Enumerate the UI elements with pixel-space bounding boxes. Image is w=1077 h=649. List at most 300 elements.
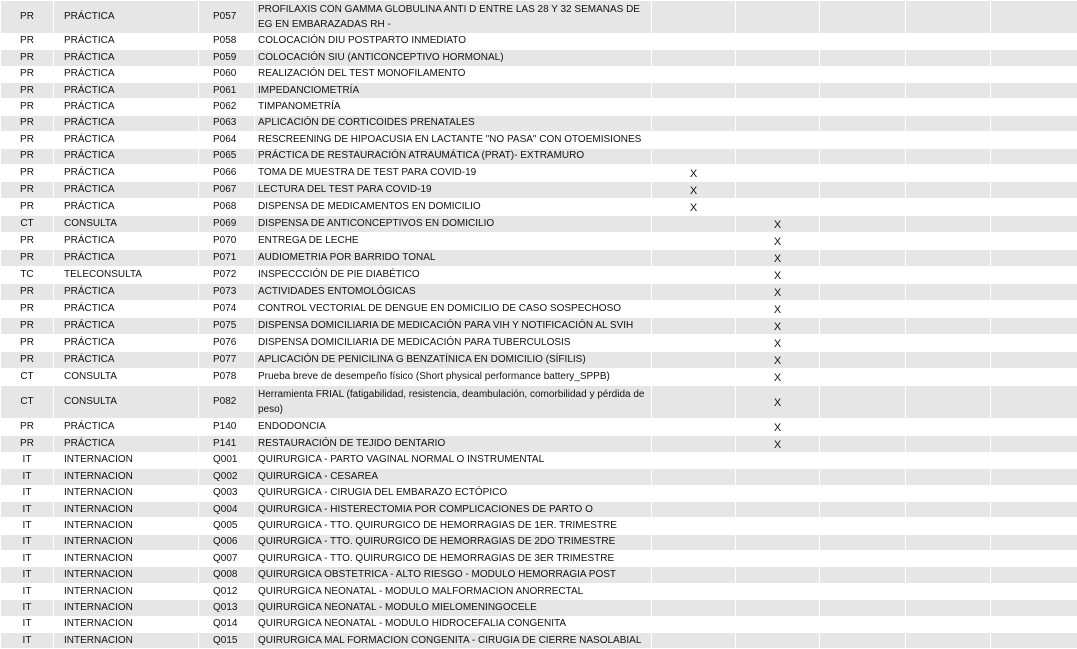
codigo-cell: P068 xyxy=(199,198,255,215)
mark-cell-4 xyxy=(906,435,991,452)
mark-cell-4 xyxy=(906,164,991,181)
mark-cell-3 xyxy=(820,501,906,517)
descripcion-cell: INSPECCCIÓN DE PIE DIABÉTICO xyxy=(255,266,652,283)
mark-cell-5 xyxy=(991,452,1077,468)
mark-cell-1 xyxy=(652,418,736,435)
mark-cell-2: X xyxy=(736,317,820,334)
mark-cell-1 xyxy=(652,266,736,283)
mark-cell-4 xyxy=(906,501,991,517)
mark-cell-4 xyxy=(906,66,991,82)
tipo-cell: IT xyxy=(1,485,54,501)
categoria-cell: PRÁCTICA xyxy=(54,66,199,82)
mark-cell-2: X xyxy=(736,232,820,249)
codigo-cell: Q004 xyxy=(199,501,255,517)
mark-cell-5 xyxy=(991,600,1077,616)
codigo-cell: P075 xyxy=(199,317,255,334)
descripcion-cell: TOMA DE MUESTRA DE TEST PARA COVID-19 xyxy=(255,164,652,181)
mark-cell-4 xyxy=(906,82,991,98)
mark-cell-5 xyxy=(991,82,1077,98)
table-row xyxy=(1,317,1077,334)
mark-cell-2 xyxy=(736,99,820,115)
tipo-cell: IT xyxy=(1,567,54,583)
mark-cell-2 xyxy=(736,50,820,66)
descripcion-cell: CONTROL VECTORIAL DE DENGUE EN DOMICILIO DE CASO SOSPECHOSO xyxy=(255,300,652,317)
mark-cell-5 xyxy=(991,551,1077,567)
tipo-cell: PR xyxy=(1,317,54,334)
mark-cell-1 xyxy=(652,616,736,632)
codigo-cell: Q002 xyxy=(199,469,255,485)
mark-cell-2 xyxy=(736,551,820,567)
codigo-cell: Q007 xyxy=(199,551,255,567)
mark-cell-4 xyxy=(906,115,991,131)
tipo-cell: PR xyxy=(1,33,54,49)
categoria-cell: INTERNACION xyxy=(54,616,199,632)
tipo-cell: CT xyxy=(1,215,54,232)
table-row xyxy=(1,501,1077,517)
mark-cell-5 xyxy=(991,198,1077,215)
mark-cell-3 xyxy=(820,469,906,485)
mark-cell-3 xyxy=(820,198,906,215)
tipo-cell: IT xyxy=(1,518,54,534)
descripcion-cell: REALIZACIÓN DEL TEST MONOFILAMENTO xyxy=(255,66,652,82)
table-row xyxy=(1,33,1077,49)
codigo-cell: P066 xyxy=(199,164,255,181)
categoria-cell: PRÁCTICA xyxy=(54,249,199,266)
mark-cell-2 xyxy=(736,518,820,534)
mark-cell-4 xyxy=(906,385,991,418)
mark-cell-3 xyxy=(820,164,906,181)
table-row xyxy=(1,50,1077,66)
tipo-cell: PR xyxy=(1,283,54,300)
mark-cell-1 xyxy=(652,469,736,485)
mark-cell-2 xyxy=(736,33,820,49)
mark-cell-4 xyxy=(906,266,991,283)
mark-cell-1 xyxy=(652,567,736,583)
table-row xyxy=(1,132,1077,148)
table-row xyxy=(1,334,1077,351)
mark-cell-5 xyxy=(991,368,1077,385)
mark-cell-4 xyxy=(906,368,991,385)
descripcion-cell: APLICACIÓN DE PENICILINA G BENZATÍNICA EN DOMICILIO (SÍFILIS) xyxy=(255,351,652,368)
tipo-cell: IT xyxy=(1,501,54,517)
mark-cell-3 xyxy=(820,551,906,567)
mark-cell-4 xyxy=(906,198,991,215)
categoria-cell: INTERNACION xyxy=(54,600,199,616)
table-row xyxy=(1,485,1077,501)
table-row xyxy=(1,249,1077,266)
descripcion-cell: QUIRURGICA NEONATAL - MODULO HIDROCEFALIA CONGENITA xyxy=(255,616,652,632)
mark-cell-5 xyxy=(991,1,1077,34)
mark-cell-1 xyxy=(652,215,736,232)
mark-cell-4 xyxy=(906,534,991,550)
tipo-cell: IT xyxy=(1,616,54,632)
categoria-cell: PRÁCTICA xyxy=(54,198,199,215)
mark-cell-5 xyxy=(991,583,1077,599)
tipo-cell: TC xyxy=(1,266,54,283)
tipo-cell: PR xyxy=(1,249,54,266)
mark-cell-3 xyxy=(820,567,906,583)
mark-cell-4 xyxy=(906,518,991,534)
mark-cell-3 xyxy=(820,33,906,49)
tipo-cell: IT xyxy=(1,452,54,468)
categoria-cell: PRÁCTICA xyxy=(54,148,199,164)
tipo-cell: IT xyxy=(1,583,54,599)
mark-cell-3 xyxy=(820,334,906,351)
mark-cell-2 xyxy=(736,633,820,649)
table-row xyxy=(1,469,1077,485)
codigo-cell: P062 xyxy=(199,99,255,115)
tipo-cell: IT xyxy=(1,600,54,616)
tipo-cell: PR xyxy=(1,181,54,198)
descripcion-cell: IMPEDANCIOMETRÍA xyxy=(255,82,652,98)
mark-cell-1 xyxy=(652,385,736,418)
codigo-cell: Q014 xyxy=(199,616,255,632)
mark-cell-1 xyxy=(652,50,736,66)
mark-cell-4 xyxy=(906,600,991,616)
mark-cell-3 xyxy=(820,232,906,249)
mark-cell-2 xyxy=(736,452,820,468)
mark-cell-4 xyxy=(906,132,991,148)
mark-cell-5 xyxy=(991,435,1077,452)
mark-cell-2: X xyxy=(736,215,820,232)
codigo-cell: P063 xyxy=(199,115,255,131)
codigo-cell: P060 xyxy=(199,66,255,82)
mark-cell-2: X xyxy=(736,418,820,435)
mark-cell-2: X xyxy=(736,283,820,300)
mark-cell-4 xyxy=(906,418,991,435)
descripcion-cell: COLOCACIÓN DIU POSTPARTO INMEDIATO xyxy=(255,33,652,49)
mark-cell-5 xyxy=(991,283,1077,300)
mark-cell-3 xyxy=(820,317,906,334)
table-row xyxy=(1,283,1077,300)
mark-cell-3 xyxy=(820,266,906,283)
categoria-cell: PRÁCTICA xyxy=(54,1,199,34)
table-row xyxy=(1,534,1077,550)
mark-cell-4 xyxy=(906,99,991,115)
mark-cell-5 xyxy=(991,351,1077,368)
descripcion-cell: COLOCACIÓN SIU (ANTICONCEPTIVO HORMONAL) xyxy=(255,50,652,66)
table-row xyxy=(1,82,1077,98)
table-row xyxy=(1,232,1077,249)
mark-cell-1 xyxy=(652,485,736,501)
mark-cell-3 xyxy=(820,485,906,501)
mark-cell-4 xyxy=(906,334,991,351)
codigo-cell: P061 xyxy=(199,82,255,98)
categoria-cell: PRÁCTICA xyxy=(54,232,199,249)
mark-cell-1 xyxy=(652,232,736,249)
descripcion-cell: TIMPANOMETRÍA xyxy=(255,99,652,115)
descripcion-cell: QUIRURGICA - TTO. QUIRURGICO DE HEMORRAGIAS DE 3ER TRIMESTRE xyxy=(255,551,652,567)
tipo-cell: IT xyxy=(1,469,54,485)
mark-cell-3 xyxy=(820,583,906,599)
mark-cell-5 xyxy=(991,164,1077,181)
mark-cell-5 xyxy=(991,317,1077,334)
categoria-cell: PRÁCTICA xyxy=(54,33,199,49)
categoria-cell: PRÁCTICA xyxy=(54,418,199,435)
mark-cell-1 xyxy=(652,600,736,616)
table-row xyxy=(1,633,1077,649)
table-row xyxy=(1,99,1077,115)
mark-cell-5 xyxy=(991,50,1077,66)
descripcion-cell: DISPENSA DE MEDICAMENTOS EN DOMICILIO xyxy=(255,198,652,215)
codigo-cell: Q008 xyxy=(199,567,255,583)
tipo-cell: CT xyxy=(1,385,54,418)
mark-cell-3 xyxy=(820,66,906,82)
descripcion-cell: DISPENSA DOMICILIARIA DE MEDICACIÓN PARA VIH Y NOTIFICACIÓN AL SVIH xyxy=(255,317,652,334)
descripcion-cell: QUIRURGICA OBSTETRICA - ALTO RIESGO - MODULO HEMORRAGIA POST xyxy=(255,567,652,583)
mark-cell-1 xyxy=(652,368,736,385)
categoria-cell: PRÁCTICA xyxy=(54,317,199,334)
codigo-cell: Q003 xyxy=(199,485,255,501)
mark-cell-1 xyxy=(652,82,736,98)
mark-cell-4 xyxy=(906,181,991,198)
mark-cell-5 xyxy=(991,148,1077,164)
mark-cell-2 xyxy=(736,82,820,98)
mark-cell-2 xyxy=(736,132,820,148)
codigo-cell: P140 xyxy=(199,418,255,435)
mark-cell-2 xyxy=(736,583,820,599)
mark-cell-1 xyxy=(652,518,736,534)
descripcion-cell: PROFILAXIS CON GAMMA GLOBULINA ANTI D ENTRE LAS 28 Y 32 SEMANAS DE EG EN EMBARAZADAS RH - xyxy=(255,1,652,34)
categoria-cell: PRÁCTICA xyxy=(54,115,199,131)
tipo-cell: IT xyxy=(1,551,54,567)
descripcion-cell: QUIRURGICA - TTO. QUIRURGICO DE HEMORRAGIAS DE 1ER. TRIMESTRE xyxy=(255,518,652,534)
mark-cell-4 xyxy=(906,317,991,334)
mark-cell-2: X xyxy=(736,351,820,368)
codigo-cell: P069 xyxy=(199,215,255,232)
mark-cell-1 xyxy=(652,534,736,550)
codigo-cell: P074 xyxy=(199,300,255,317)
mark-cell-3 xyxy=(820,633,906,649)
tipo-cell: PR xyxy=(1,1,54,34)
tipo-cell: PR xyxy=(1,435,54,452)
mark-cell-5 xyxy=(991,232,1077,249)
descripcion-cell: QUIRURGICA NEONATAL - MODULO MIELOMENINGOCELE xyxy=(255,600,652,616)
descripcion-cell: QUIRURGICA - CIRUGIA DEL EMBARAZO ECTÓPICO xyxy=(255,485,652,501)
table-row xyxy=(1,616,1077,632)
descripcion-cell: QUIRURGICA - HISTERECTOMIA POR COMPLICACIONES DE PARTO O xyxy=(255,501,652,517)
codigo-cell: P070 xyxy=(199,232,255,249)
categoria-cell: INTERNACION xyxy=(54,534,199,550)
table-row xyxy=(1,66,1077,82)
table-row xyxy=(1,115,1077,131)
mark-cell-3 xyxy=(820,368,906,385)
mark-cell-4 xyxy=(906,633,991,649)
mark-cell-5 xyxy=(991,99,1077,115)
descripcion-cell: LECTURA DEL TEST PARA COVID-19 xyxy=(255,181,652,198)
mark-cell-1 xyxy=(652,300,736,317)
mark-cell-1 xyxy=(652,99,736,115)
mark-cell-4 xyxy=(906,1,991,34)
mark-cell-2 xyxy=(736,469,820,485)
mark-cell-5 xyxy=(991,181,1077,198)
table-row xyxy=(1,567,1077,583)
mark-cell-3 xyxy=(820,215,906,232)
table-row xyxy=(1,418,1077,435)
mark-cell-1 xyxy=(652,115,736,131)
mark-cell-4 xyxy=(906,551,991,567)
mark-cell-2 xyxy=(736,181,820,198)
mark-cell-1 xyxy=(652,1,736,34)
mark-cell-5 xyxy=(991,66,1077,82)
table-row xyxy=(1,181,1077,198)
table-row xyxy=(1,351,1077,368)
codigo-cell: Q001 xyxy=(199,452,255,468)
mark-cell-1 xyxy=(652,435,736,452)
mark-cell-4 xyxy=(906,249,991,266)
mark-cell-3 xyxy=(820,132,906,148)
mark-cell-2: X xyxy=(736,300,820,317)
tipo-cell: PR xyxy=(1,115,54,131)
codigo-cell: P073 xyxy=(199,283,255,300)
mark-cell-5 xyxy=(991,534,1077,550)
mark-cell-3 xyxy=(820,249,906,266)
descripcion-cell: QUIRURGICA - TTO. QUIRURGICO DE HEMORRAGIAS DE 2DO TRIMESTRE xyxy=(255,534,652,550)
mark-cell-5 xyxy=(991,501,1077,517)
codigo-cell: P077 xyxy=(199,351,255,368)
mark-cell-4 xyxy=(906,33,991,49)
mark-cell-2 xyxy=(736,485,820,501)
mark-cell-1: X xyxy=(652,198,736,215)
categoria-cell: INTERNACION xyxy=(54,501,199,517)
categoria-cell: INTERNACION xyxy=(54,518,199,534)
mark-cell-1 xyxy=(652,452,736,468)
descripcion-cell: QUIRURGICA - PARTO VAGINAL NORMAL O INSTRUMENTAL xyxy=(255,452,652,468)
table-body xyxy=(1,1,1077,649)
categoria-cell: PRÁCTICA xyxy=(54,351,199,368)
mark-cell-2 xyxy=(736,66,820,82)
mark-cell-5 xyxy=(991,266,1077,283)
mark-cell-2 xyxy=(736,164,820,181)
categoria-cell: PRÁCTICA xyxy=(54,300,199,317)
mark-cell-3 xyxy=(820,452,906,468)
mark-cell-2 xyxy=(736,501,820,517)
mark-cell-1 xyxy=(652,132,736,148)
codigo-cell: P065 xyxy=(199,148,255,164)
codigo-cell: Q015 xyxy=(199,633,255,649)
mark-cell-2: X xyxy=(736,334,820,351)
mark-cell-2 xyxy=(736,115,820,131)
categoria-cell: INTERNACION xyxy=(54,485,199,501)
mark-cell-2 xyxy=(736,600,820,616)
descripcion-cell: APLICACIÓN DE CORTICOIDES PRENATALES xyxy=(255,115,652,131)
mark-cell-1: X xyxy=(652,164,736,181)
categoria-cell: PRÁCTICA xyxy=(54,164,199,181)
codigo-cell: Q013 xyxy=(199,600,255,616)
descripcion-cell: ENTREGA DE LECHE xyxy=(255,232,652,249)
categoria-cell: TELECONSULTA xyxy=(54,266,199,283)
codigo-cell: P141 xyxy=(199,435,255,452)
tipo-cell: PR xyxy=(1,164,54,181)
mark-cell-3 xyxy=(820,115,906,131)
codigo-cell: Q005 xyxy=(199,518,255,534)
codigo-cell: Q006 xyxy=(199,534,255,550)
tipo-cell: CT xyxy=(1,368,54,385)
mark-cell-3 xyxy=(820,181,906,198)
table-row xyxy=(1,164,1077,181)
mark-cell-4 xyxy=(906,300,991,317)
categoria-cell: INTERNACION xyxy=(54,452,199,468)
descripcion-cell: Prueba breve de desempeño físico (Short physical performance battery_SPPB) xyxy=(255,368,652,385)
mark-cell-4 xyxy=(906,452,991,468)
mark-cell-3 xyxy=(820,385,906,418)
mark-cell-1 xyxy=(652,317,736,334)
mark-cell-1 xyxy=(652,148,736,164)
mark-cell-5 xyxy=(991,300,1077,317)
categoria-cell: CONSULTA xyxy=(54,215,199,232)
mark-cell-3 xyxy=(820,99,906,115)
categoria-cell: CONSULTA xyxy=(54,385,199,418)
categoria-cell: PRÁCTICA xyxy=(54,181,199,198)
descripcion-cell: AUDIOMETRIA POR BARRIDO TONAL xyxy=(255,249,652,266)
mark-cell-2: X xyxy=(736,249,820,266)
mark-cell-5 xyxy=(991,132,1077,148)
mark-cell-1 xyxy=(652,33,736,49)
codigo-cell: P071 xyxy=(199,249,255,266)
table-row xyxy=(1,600,1077,616)
mark-cell-2 xyxy=(736,567,820,583)
mark-cell-5 xyxy=(991,33,1077,49)
tipo-cell: PR xyxy=(1,132,54,148)
mark-cell-3 xyxy=(820,534,906,550)
mark-cell-3 xyxy=(820,50,906,66)
mark-cell-5 xyxy=(991,385,1077,418)
codigo-cell: P059 xyxy=(199,50,255,66)
mark-cell-3 xyxy=(820,435,906,452)
descripcion-cell: QUIRURGICA - CESAREA xyxy=(255,469,652,485)
mark-cell-4 xyxy=(906,148,991,164)
mark-cell-4 xyxy=(906,50,991,66)
table-row xyxy=(1,215,1077,232)
mark-cell-3 xyxy=(820,1,906,34)
table-row xyxy=(1,148,1077,164)
mark-cell-4 xyxy=(906,283,991,300)
mark-cell-5 xyxy=(991,633,1077,649)
categoria-cell: PRÁCTICA xyxy=(54,82,199,98)
descripcion-cell: Herramienta FRIAL (fatigabilidad, resistencia, deambulación, comorbilidad y pérdida de peso) xyxy=(255,385,652,418)
mark-cell-4 xyxy=(906,351,991,368)
descripcion-cell: DISPENSA DE ANTICONCEPTIVOS EN DOMICILIO xyxy=(255,215,652,232)
mark-cell-1: X xyxy=(652,181,736,198)
mark-cell-3 xyxy=(820,600,906,616)
codigo-cell: P072 xyxy=(199,266,255,283)
mark-cell-5 xyxy=(991,616,1077,632)
codigo-cell: P067 xyxy=(199,181,255,198)
mark-cell-1 xyxy=(652,351,736,368)
categoria-cell: PRÁCTICA xyxy=(54,435,199,452)
tipo-cell: PR xyxy=(1,99,54,115)
mark-cell-5 xyxy=(991,518,1077,534)
mark-cell-3 xyxy=(820,283,906,300)
tipo-cell: PR xyxy=(1,418,54,435)
categoria-cell: INTERNACION xyxy=(54,583,199,599)
categoria-cell: PRÁCTICA xyxy=(54,334,199,351)
categoria-cell: INTERNACION xyxy=(54,633,199,649)
mark-cell-2: X xyxy=(736,368,820,385)
codigo-cell: P078 xyxy=(199,368,255,385)
descripcion-cell: QUIRURGICA NEONATAL - MODULO MALFORMACION ANORRECTAL xyxy=(255,583,652,599)
mark-cell-2 xyxy=(736,534,820,550)
table-row xyxy=(1,551,1077,567)
categoria-cell: INTERNACION xyxy=(54,567,199,583)
mark-cell-2: X xyxy=(736,435,820,452)
mark-cell-3 xyxy=(820,351,906,368)
mark-cell-2 xyxy=(736,148,820,164)
tipo-cell: PR xyxy=(1,198,54,215)
table-row xyxy=(1,385,1077,418)
tipo-cell: IT xyxy=(1,633,54,649)
mark-cell-1 xyxy=(652,501,736,517)
